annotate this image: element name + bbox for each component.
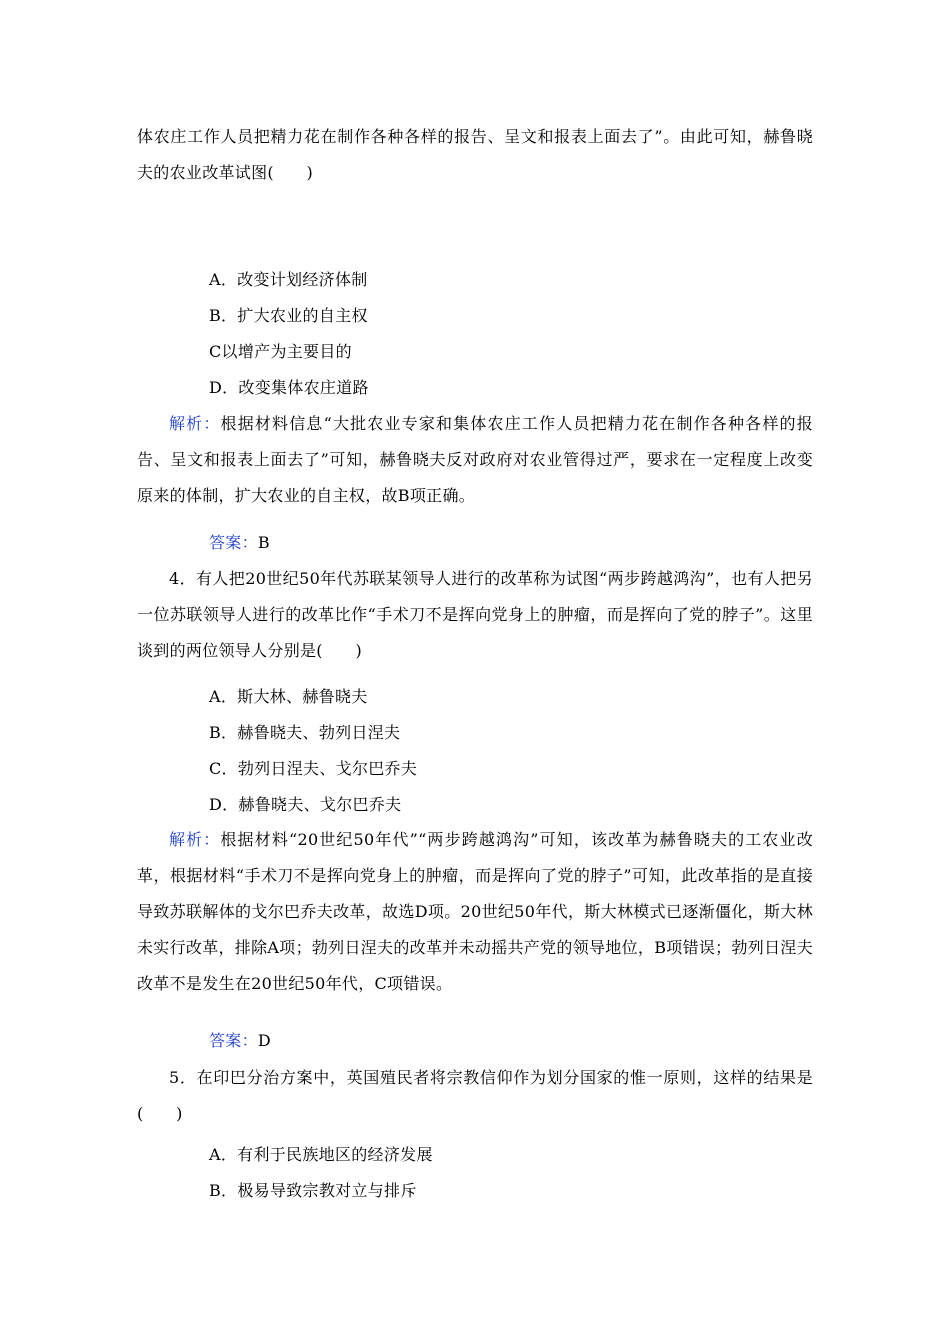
answer-label: 答案：	[209, 533, 258, 552]
q3-option-a: A．改变计划经济体制	[209, 270, 368, 289]
answer-value: B	[257, 533, 270, 552]
q4-option-a: A．斯大林、赫鲁晓夫	[209, 687, 368, 706]
analysis-text: 根据材料“20世纪50年代”“两步跨越鸿沟”可知，该改革为赫鲁晓夫的工农业改革，根据材料“手术刀不是挥向党身上的肿瘤，而是挥向了党的脖子”可知，此改革指的是直接导致苏联解体的戈尔巴乔夫改革，故选D项。20世纪50年代，斯大林模式已逐渐僵化，斯大林未实行改革，排除A项；勃列日涅夫的改革并未动摇共产党的领导地位，B项错误；勃列日涅夫改革不是发生在20世纪50年代，C项错误。	[137, 830, 813, 993]
q4-option-d: D．赫鲁晓夫、戈尔巴乔夫	[209, 795, 402, 814]
q3-analysis	[137, 406, 813, 514]
q3-option-d: D．改变集体农庄道路	[209, 378, 369, 397]
q4-option-c: C．勃列日涅夫、戈尔巴乔夫	[209, 759, 418, 778]
q4-answer	[209, 1031, 271, 1051]
q3-option-c: C以增产为主要目的	[209, 342, 352, 361]
q3-answer	[209, 533, 270, 553]
q3-option-b: B．扩大农业的自主权	[209, 306, 368, 325]
q4-analysis	[137, 822, 813, 1002]
q5-stem: 5．在印巴分治方案中，英国殖民者将宗教信仰作为划分国家的惟一原则，这样的结果是( )	[137, 1068, 813, 1123]
analysis-label: 解析：	[169, 830, 221, 849]
answer-value: D	[257, 1031, 272, 1050]
answer-label: 答案：	[209, 1031, 258, 1050]
q4-option-b: B．赫鲁晓夫、勃列日涅夫	[209, 723, 401, 742]
analysis-text: 根据材料信息“大批农业专家和集体农庄工作人员把精力花在制作各种各样的报告、呈文和报表上面去了”可知，赫鲁晓夫反对政府对农业管得过严，要求在一定程度上改变原来的体制，扩大农业的自主权，故B项正确。	[137, 414, 813, 505]
q3-stem: 体农庄工作人员把精力花在制作各种各样的报告、呈文和报表上面去了”。由此可知，赫鲁晓夫的农业改革试图( )	[137, 127, 813, 182]
q5-option-a: A．有利于民族地区的经济发展	[209, 1145, 433, 1164]
analysis-label: 解析：	[169, 414, 221, 433]
q4-stem: 4．有人把20世纪50年代苏联某领导人进行的改革称为试图“两步跨越鸿沟”，也有人把另一位苏联领导人进行的改革比作“手术刀不是挥向党身上的肿瘤，而是挥向了党的脖子”。这里谈到的两位领导人分别是( )	[137, 569, 813, 660]
q5-option-b: B．极易导致宗教对立与排斥	[209, 1181, 417, 1200]
